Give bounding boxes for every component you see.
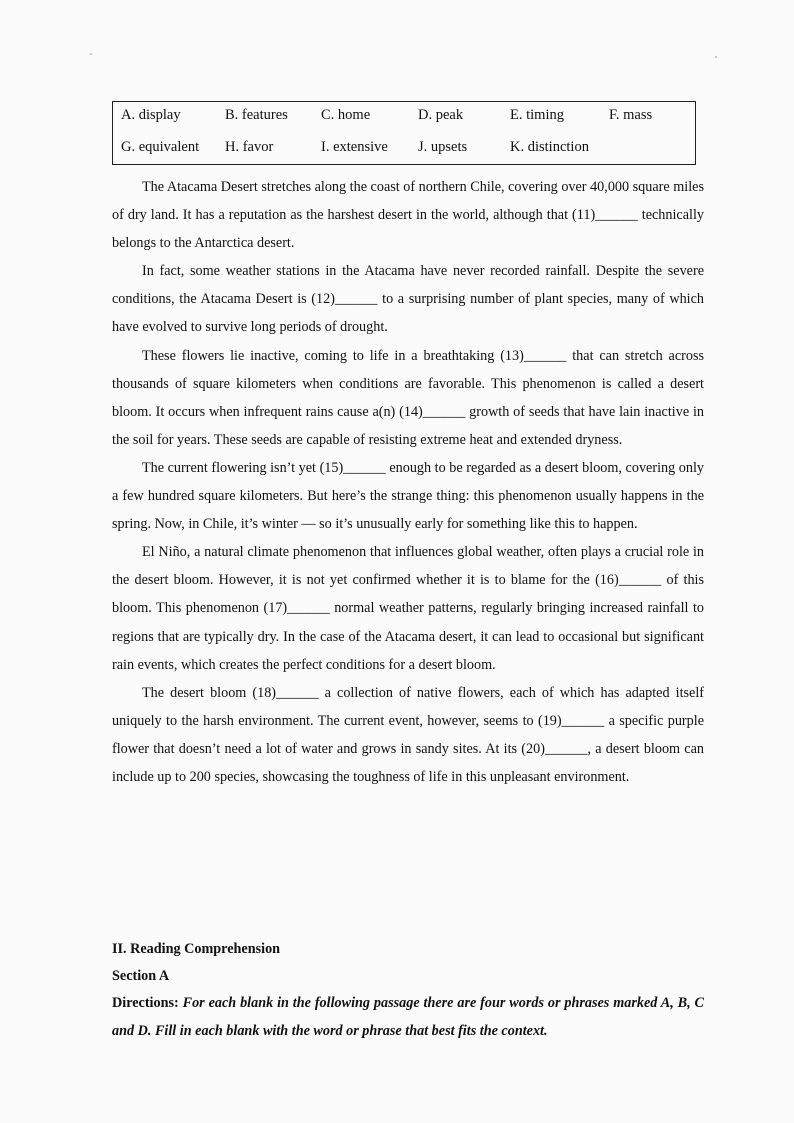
passage-paragraph-3: These flowers lie inactive, coming to life in a breathtaking (13)______ that can stretch across thousands of square kilometers when conditions are favorable. This phenomenon is called a desert bloom. It occurs when infrequent rains cause a(n) (14)______ growth of seeds that have lain inactive in the soil for years. These seeds are capable of resisting extreme heat and extended dryness. [112, 347, 704, 448]
word-option-h: H. favor [225, 139, 274, 155]
word-bank-row-2 [113, 139, 695, 163]
word-option-f: F. mass [609, 107, 653, 123]
word-option-j: J. upsets [418, 139, 468, 155]
scan-speck [90, 53, 92, 55]
directions [112, 989, 704, 1045]
section-heading: II. Reading Comprehension [112, 941, 281, 957]
passage-paragraph-2: In fact, some weather stations in the Atacama have never recorded rainfall. Despite the severe conditions, the Atacama Desert is (12)______ to a surprising number of plant species, many of which have evolved to survive long periods of drought. [112, 263, 704, 336]
word-bank-row-1 [113, 107, 695, 131]
reading-section [112, 936, 704, 1045]
passage-paragraph-6: The desert bloom (18)______ a collection of native flowers, each of which has adapted itself uniquely to the harsh environment. The current event, however, seems to (19)______ a specific purple flower that doesn’t need a lot of water and grows in sandy sites. At its (20)______, a desert bloom can include up to 200 species, showcasing the toughness of life in this unpleasant environment. [112, 684, 704, 785]
word-option-b: B. features [225, 107, 288, 123]
word-option-i: I. extensive [321, 139, 388, 155]
cloze-passage [112, 173, 704, 791]
directions-label: Directions: [112, 995, 179, 1011]
word-option-k: K. distinction [510, 139, 589, 155]
word-bank-box [112, 101, 696, 165]
passage-paragraph-1: The Atacama Desert stretches along the coast of northern Chile, covering over 40,000 square miles of dry land. It has a reputation as the harshest desert in the world, although that (11)______ technically belongs to the Antarctica desert. [112, 179, 704, 252]
scan-speck [715, 56, 717, 58]
word-option-c: C. home [321, 107, 371, 123]
passage-paragraph-5: El Niño, a natural climate phenomenon that influences global weather, often plays a crucial role in the desert bloom. However, it is not yet confirmed whether it is to blame for the (16)______ of this bloom. This phenomenon (17)______ normal weather patterns, regularly bringing increased rainfall to regions that are typically dry. In the case of the Atacama desert, it can lead to occasional but significant rain events, which creates the perfect conditions for a desert bloom. [112, 544, 704, 673]
directions-text: For each blank in the following passage there are four words or phrases marked A, B, C and D. Fill in each blank with the word or phrase that best fits the context. [112, 995, 705, 1039]
word-option-e: E. timing [510, 107, 564, 123]
passage-paragraph-4: The current flowering isn’t yet (15)______ enough to be regarded as a desert bloom, covering only a few hundred square kilometers. But here’s the strange thing: this phenomenon usually happens in the spring. Now, in Chile, it’s winter — so it’s unusually early for something like this to happen. [112, 459, 704, 533]
word-option-g: G. equivalent [121, 139, 200, 155]
word-option-a: A. display [121, 107, 181, 123]
section-subheading: Section A [112, 967, 170, 984]
word-option-d: D. peak [418, 107, 464, 123]
